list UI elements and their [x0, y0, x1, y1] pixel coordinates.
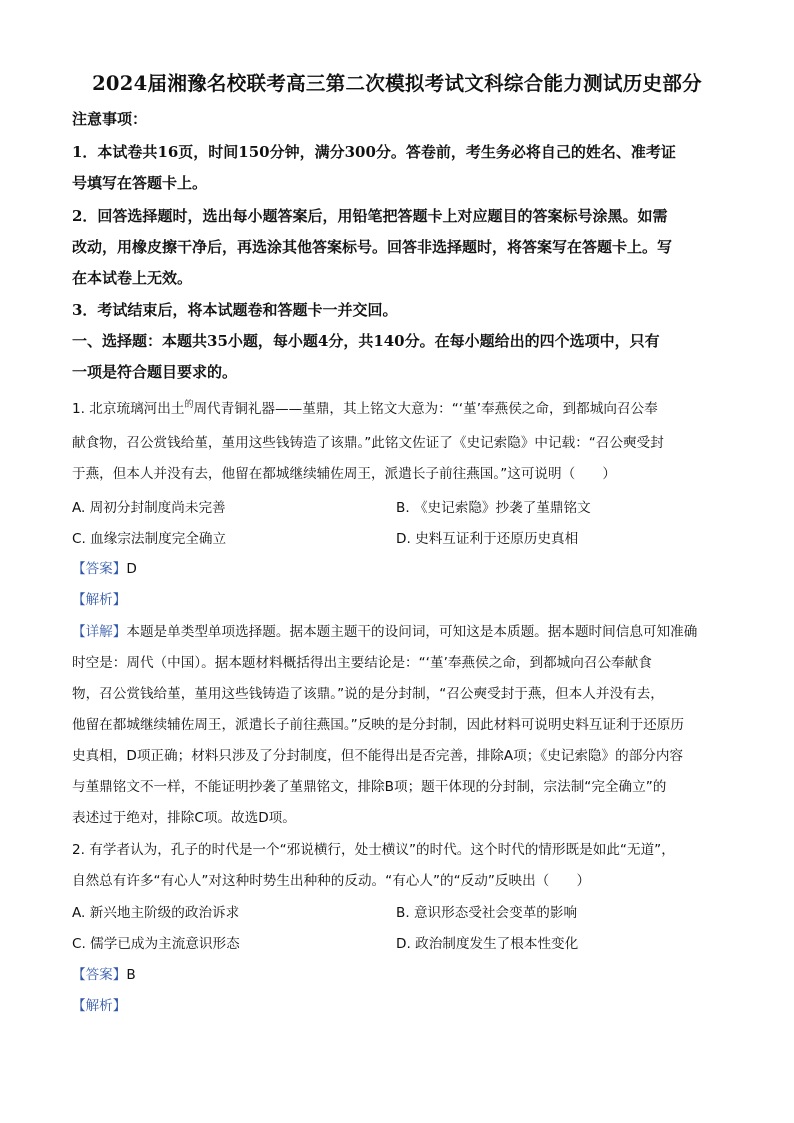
question-2-option-a: A. 新兴地主阶级的政治诉求 [72, 905, 240, 921]
section-heading: 一、选择题：本题共35小题，每小题4分，共140分。在每小题给出的四个选项中，只有 [72, 332, 660, 350]
question-2-stem-line: 自然总有许多“有心人”对这种时势生出种种的反动。“有心人”的“反动”反映出（ ） [72, 873, 591, 889]
notice-line: 1．本试卷共16页，时间150分钟，满分300分。答卷前，考生务必将自己的姓名、准考证 [72, 143, 676, 161]
question-1-answer [72, 557, 137, 577]
question-1-stem-part: 1. 北京琉璃河出土 [72, 401, 185, 417]
notice-line: 改动，用橡皮擦干净后，再选涂其他答案标号。回答非选择题时，将答案写在答题卡上。写 [72, 238, 673, 256]
detail-line: 表述过于绝对，排除C项。故选D项。 [72, 810, 296, 826]
detail-tag: 【详解】 [72, 624, 127, 640]
question-1-option-c: C. 血缘宗法制度完全确立 [72, 531, 227, 547]
analysis-tag: 【解析】 [72, 592, 127, 608]
question-1-option-b: B. 《史记索隐》抄袭了堇鼎铭文 [396, 500, 591, 516]
notice-line: 在本试卷上无效。 [72, 269, 193, 287]
question-1-option-d: D. 史料互证利于还原历史真相 [396, 531, 579, 547]
notice-heading: 注意事项： [72, 110, 148, 128]
notice-line: 2．回答选择题时，选出每小题答案后，用铅笔把答题卡上对应题目的答案标号涂黑。如需 [72, 207, 668, 225]
question-2-option-d: D. 政治制度发生了根本性变化 [396, 936, 579, 952]
answer-tag: 【答案】 [72, 561, 127, 577]
notice-line: 号填写在答题卡上。 [72, 174, 208, 192]
question-1-stem-part: 周代青铜礼器——堇鼎，其上铭文大意为：“‘堇’奉燕侯之命，到都城向召公奉 [193, 401, 658, 417]
detail-text: 本题是单类型单项选择题。据本题主题干的设问词，可知这是本质题。据本题时间信息可知准确 [126, 624, 698, 640]
question-1-stem-sup: 的 [184, 400, 194, 410]
answer-value: B [126, 967, 136, 983]
answer-value: D [126, 561, 137, 577]
detail-line: 时空是：周代（中国）。据本题材料概括得出主要结论是：“‘堇’奉燕侯之命，到都城向召公奉献食 [72, 655, 652, 671]
question-1-stem-line: 献食物，召公赏钱给堇，堇用这些钱铸造了该鼎。”此铭文佐证了《史记索隐》中记载：“召公奭受封 [72, 435, 664, 451]
analysis-tag: 【解析】 [72, 998, 127, 1014]
question-2-option-c: C. 儒学已成为主流意识形态 [72, 936, 240, 952]
question-1-option-a: A. 周初分封制度尚未完善 [72, 500, 226, 516]
detail-line: 与堇鼎铭文不一样，不能证明抄袭了堇鼎铭文，排除B项；题干体现的分封制，宗法制“完全确立”的 [72, 779, 667, 795]
page-title: 2024届湘豫名校联考高三第二次模拟考试文科综合能力测试历史部分 [92, 72, 702, 95]
question-1-stem [72, 397, 658, 417]
notice-line: 3．考试结束后，将本试题卷和答题卡一并交回。 [72, 301, 398, 319]
question-2-stem-line: 2. 有学者认为，孔子的时代是一个“邪说横行，处士横议”的时代。这个时代的情形既是如此“无道”， [72, 842, 675, 858]
section-heading: 一项是符合题目要求的。 [72, 363, 238, 381]
detail-line: 物，召公赏钱给堇，堇用这些钱铸造了该鼎。”说的是分封制，“召公奭受封于燕，但本人并没有去， [72, 686, 664, 702]
detail-line: 他留在都城继续辅佐周王，派遣长子前往燕国。”反映的是分封制，因此材料可说明史料互证利于还原历 [72, 717, 684, 733]
question-1-stem-line: 于燕，但本人并没有去，他留在都城继续辅佐周王，派遣长子前往燕国。”这可说明（ ） [72, 466, 616, 482]
question-2-answer [72, 963, 136, 983]
answer-tag: 【答案】 [72, 967, 127, 983]
detail-line [72, 620, 697, 640]
detail-line: 史真相，D项正确；材料只涉及了分封制度，但不能得出是否完善，排除A项；《史记索隐》的部分内容 [72, 748, 684, 764]
question-2-option-b: B. 意识形态受社会变革的影响 [396, 905, 578, 921]
